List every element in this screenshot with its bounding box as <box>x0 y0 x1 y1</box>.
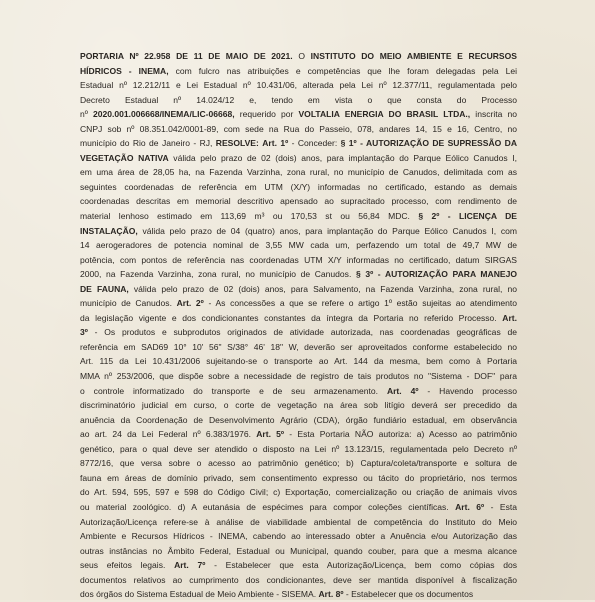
text-line <box>80 485 517 500</box>
text-segment: válida pelo prazo de 02 (dois) anos, para Salvamento, na Fazenda Varzinha, zona rural, no <box>128 283 517 294</box>
bold-text-segment: RESOLVE: <box>215 138 259 149</box>
text-segment: - Os produtos e subprodutos originados de atividade autorizada, nas coordenadas geográficas de <box>87 327 517 338</box>
text-segment: - Conceder: <box>288 138 341 149</box>
bold-text-segment: § 1º - AUTORIZAÇÃO DE SUPRESSÃO DA <box>340 138 517 149</box>
text-line <box>80 558 517 573</box>
text-segment: referência em SAD69 10° 10' 56" S/38° 46' 18" W, deverão ser aproveitados conforme estabelecido no <box>80 341 517 352</box>
text-line <box>80 413 517 428</box>
text-segment: material lenhoso estimado em 113,69 m³ ou 170,53 st ou 56,84 MDC. <box>80 211 419 222</box>
text-segment: anuência da Coordenação de Desenvolvimento Agrário (CDA), órgão fundiário estadual, em observância <box>80 414 517 425</box>
bold-text-segment: DE FAUNA, <box>80 283 129 294</box>
text-line <box>80 529 517 544</box>
text-line <box>80 296 517 311</box>
text-segment: dos órgãos do Sistema Estadual de Meio Ambiente - SISEMA. <box>80 589 319 600</box>
bold-text-segment: Art. 6º <box>455 501 485 512</box>
text-line <box>80 354 517 369</box>
text-segment: CNPJ sob nº 08.351.042/0001-89, com sede na Rua do Passeio, 078, andares 14, 15 e 16, Centro, no <box>80 123 517 134</box>
bold-text-segment: INSTALAÇÃO, <box>80 225 138 236</box>
text-line <box>80 93 517 108</box>
text-segment: da legislação vigente e dos condicionantes constantes da íntegra da Portaria no referido Processo. <box>80 312 503 323</box>
text-segment: válida pelo prazo de 04 (quatro) anos, para implantação do Parque Eólico Canudos I, com <box>137 225 517 236</box>
text-line <box>80 471 517 486</box>
text-segment: Autorização/Licença refere-se à análise de viabilidade ambiental de competência do Instituto do Meio <box>80 516 517 527</box>
text-line <box>80 122 517 137</box>
text-line <box>80 136 517 151</box>
text-segment: válida pelo prazo de 02 (dois) anos, para implantação do Parque Eólico Canudos I, <box>168 152 517 163</box>
bold-text-segment: Art. 8º <box>318 589 344 600</box>
text-segment: genético, para o qual deve ser atendido o disposto na Lei nº 13.123/15, regulamentada pelo Decreto nº <box>80 443 517 454</box>
text-segment: discriminatório judicial em curso, o corte de vegetação na área sob litígio deverá ser precedido da <box>80 400 517 411</box>
text-line <box>80 267 517 282</box>
text-segment: ao art. 24 da Lei Federal nº 6.383/1976. <box>80 429 257 440</box>
text-segment: documentos relativos ao cumprimento dos condicionantes, deve ser mantida disponível à fiscalização <box>80 574 517 585</box>
text-segment: Estadual nº 12.212/11 e Lei Estadual nº 10.431/06, alterada pela Lei nº 12.377/11, regulamentada pelo <box>80 80 517 91</box>
text-segment: MMA nº 253/2006, que dispõe sobre a necessidade de registro de tais produtos no "Sistema - DOF" para <box>80 371 517 382</box>
bold-text-segment: Art. 5º <box>256 429 285 440</box>
text-line <box>80 224 517 239</box>
bold-text-segment: PORTARIA Nº 22.958 DE 11 DE MAIO DE 2021. <box>80 51 293 61</box>
bold-text-segment: § 3º - AUTORIZAÇÃO PARA MANEJO <box>355 269 517 280</box>
text-line <box>80 442 517 457</box>
text-line <box>80 427 517 442</box>
text-segment: requerido por <box>234 109 299 120</box>
text-line <box>80 325 517 340</box>
bold-text-segment: Art. 2º <box>176 298 204 309</box>
bold-text-segment: INSTITUTO DO MEIO AMBIENTE E RECURSOS <box>310 51 517 61</box>
text-line <box>80 194 517 209</box>
text-line <box>80 515 517 530</box>
text-line <box>80 369 517 384</box>
bold-text-segment: Art. 4º <box>386 385 419 396</box>
text-segment: coordenadas descritas em memorial descritivo apensado ao supracitado processo, com rendimento de <box>80 196 517 207</box>
text-line <box>80 253 517 268</box>
text-segment: 2000, na Fazenda Varzinha, zona rural, no município de Canudos. <box>80 269 356 280</box>
text-line <box>80 78 517 93</box>
text-segment: seguintes coordenadas de referência em UTM (X/Y) informadas no certificado, estando as demais <box>80 181 517 192</box>
text-line <box>80 384 517 399</box>
text-segment: - Esta Portaria NÃO autoriza: a) Acesso ao patrimônio <box>284 429 517 440</box>
text-segment: outras instâncias no Âmbito Federal, Estadual ou Municipal, quando couber, para que a mesma alcance <box>80 545 517 556</box>
text-line <box>80 64 517 79</box>
text-line <box>80 165 517 180</box>
text-segment: - As concessões a que se refere o artigo 1º estão sujeitas ao atendimento <box>203 298 517 309</box>
text-segment: - Esta <box>484 501 517 512</box>
bold-text-segment: VEGETAÇÃO NATIVA <box>80 152 169 163</box>
text-segment: - Estabelecer que esta Autorização/Licença, bem como cópias dos <box>205 560 517 571</box>
bold-text-segment: Art. 1º <box>262 138 289 149</box>
text-segment: - Havendo processo <box>418 385 517 396</box>
text-segment: o controle informatizado do transporte e de seu armazenamento. <box>80 385 387 396</box>
bold-text-segment: 3º <box>80 327 88 338</box>
text-line <box>80 238 517 253</box>
text-segment: Ambiente e Recursos Hídricos - INEMA, cabendo ao interessado obter a Anuência e/ou Autorização das <box>80 531 517 542</box>
bold-text-segment: § 2º - LICENÇA DE <box>418 211 517 222</box>
text-line <box>80 500 517 515</box>
text-line <box>80 311 517 326</box>
text-segment: Art. 115 da Lei 10.431/2006 sujeitando-se o transporte ao Art. 144 da mesma, bem como à Portaria <box>80 356 517 367</box>
bold-text-segment: Art. <box>502 312 517 323</box>
text-segment: 8772/16, que versa sobre o acesso ao patrimônio genético; b) Captura/coleta/transporte e soltura de <box>80 458 517 469</box>
text-segment: em uma área de 28,05 ha, na Fazenda Varzinha, zona rural, no município de Canudos, delimitada com as <box>80 167 517 178</box>
text-segment: município de Canudos. <box>80 298 177 309</box>
text-line <box>80 282 517 297</box>
text-line <box>80 180 517 195</box>
text-segment: nº <box>80 109 94 120</box>
text-segment: Decreto Estadual nº 14.024/12 e, tendo em vista o que consta do Processo <box>80 94 517 105</box>
text-line <box>80 151 517 166</box>
text-line <box>80 544 517 559</box>
portaria-text-block <box>80 49 517 602</box>
text-segment: O <box>292 51 311 61</box>
text-segment: município do Rio de Janeiro - RJ, <box>80 138 216 149</box>
bold-text-segment: HÍDRICOS - INEMA, <box>80 65 169 76</box>
text-segment: fauna em áreas de domínio privado, sem consentimento expresso ou tácito do proprietário, nos termos <box>80 472 517 483</box>
bold-text-segment: Art. 7º <box>174 560 206 571</box>
bold-text-segment: 2020.001.006668/INEMA/LIC-06668, <box>93 109 235 120</box>
text-line <box>80 456 517 471</box>
text-segment: seus efeitos legais. <box>80 560 175 571</box>
text-line <box>80 573 517 588</box>
text-segment: com fulcro nas atribuições e competências que lhe foram delegadas pela Lei <box>168 65 517 76</box>
text-line <box>80 340 517 355</box>
text-line <box>80 49 517 64</box>
text-line <box>80 209 517 224</box>
text-segment: inscrita no <box>470 109 517 120</box>
text-segment: potência, com pontos de referência nas coordenadas UTM X/Y informadas no certificado, datum SIRGAS <box>80 254 517 265</box>
text-segment: ou material zoológico. d) A eutanásia de espécimes para compor coleções científicas. <box>80 501 456 512</box>
text-segment: do Art. 594, 595, 597 e 598 do Código Civil; c) Exportação, comercialização ou criação de animais vivos <box>80 487 517 498</box>
text-line <box>80 398 517 413</box>
text-segment: 14 aerogeradores de potencia nominal de 3,55 MW cada um, perfazendo um total de 49,7 MW de <box>80 240 517 251</box>
text-line <box>80 107 517 122</box>
bold-text-segment: VOLTALIA ENERGIA DO BRASIL LTDA., <box>298 109 471 120</box>
text-segment: - Estabelecer que os documentos <box>343 589 474 600</box>
